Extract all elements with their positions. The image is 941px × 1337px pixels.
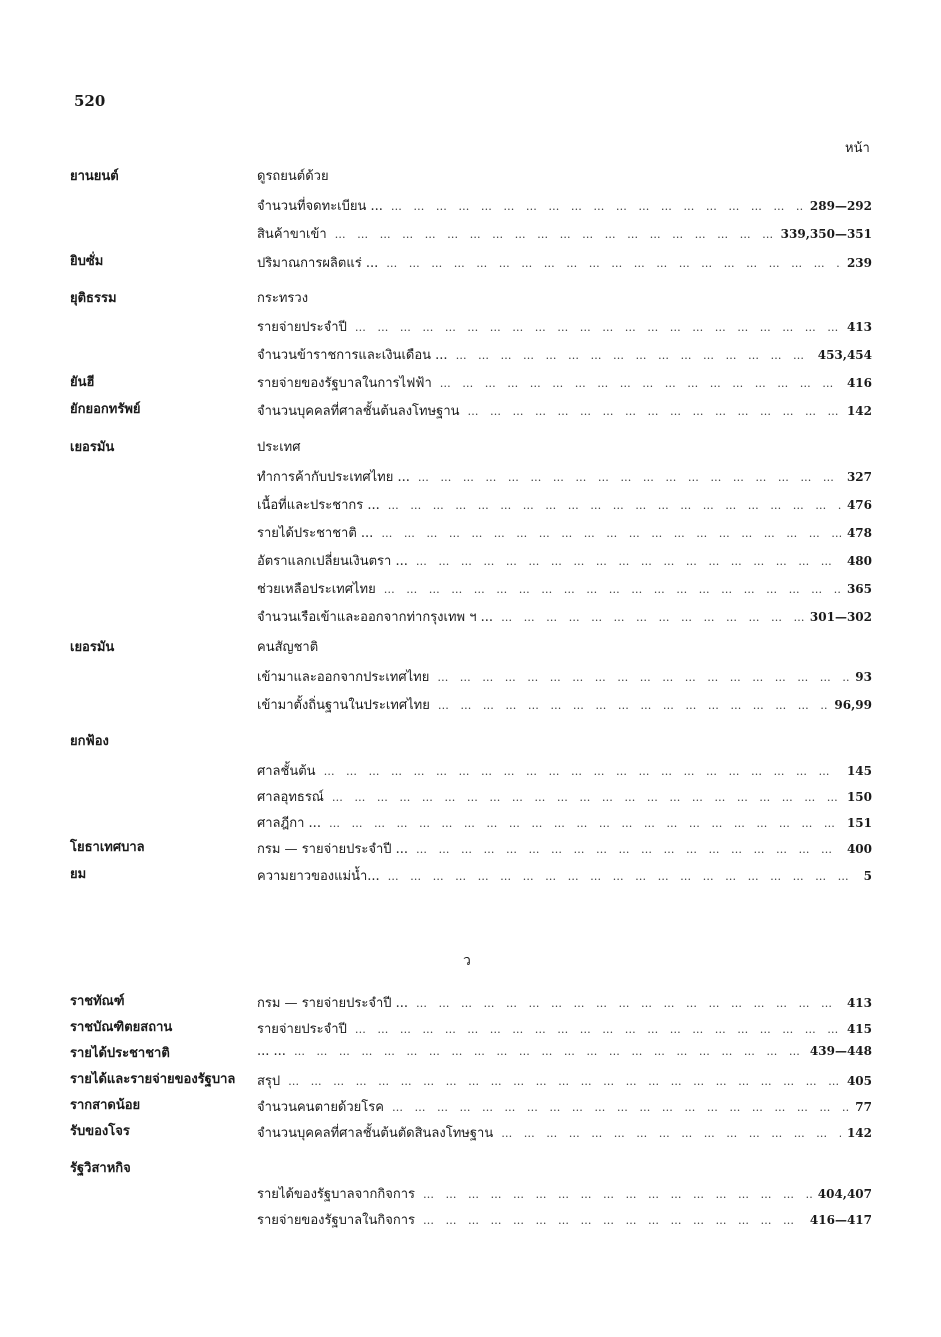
entry-label: จำนวนข้าราชการและเงินเดือน ... [257,348,448,363]
entry-label: ศาลชั้นต้น [257,764,316,779]
entry-label: จำนวนบุคคลที่ศาลชั้นต้นตัดสินลงโทษฐาน [257,1126,494,1141]
index-term: เยอรมัน [70,640,115,655]
entry-page: 415 [846,1022,872,1036]
entry-label: อัตราแลกเปลี่ยนเงินตรา ... [257,554,408,569]
leader-dots [440,377,841,390]
index-term: รากสาดน้อย [70,1098,141,1113]
entry-page: 480 [846,554,872,568]
entry-page: 478 [846,526,872,540]
entry-page: 339,350—351 [780,227,872,241]
leader-dots [438,699,829,712]
entry-label: ทำการค้ากับประเทศไทย ... [257,470,410,485]
leader-dots [391,200,804,213]
entry-page: 151 [846,816,872,830]
leader-dots [332,791,841,804]
index-entry [257,400,872,418]
leader-dots [456,349,812,362]
index-entry [257,1209,872,1227]
index-term: ยันฮี [70,375,95,390]
index-term: ยกฟ้อง [70,734,109,749]
entry-label: จำนวนคนตายด้วยโรค [257,1100,384,1115]
page-column-header: หน้า [845,141,870,156]
leader-dots [416,997,841,1010]
index-entry [257,1096,872,1114]
index-entry [257,466,872,484]
entry-label: ศาลฎีกา ... [257,816,321,831]
entry-page: 142 [846,1126,872,1140]
index-entry [257,522,872,540]
entry-page: 301—302 [809,610,872,624]
leader-dots [501,1127,841,1140]
entry-label: รายได้ของรัฐบาลจากกิจการ [257,1187,416,1202]
entry-label: ... ... [257,1044,286,1059]
leader-dots [418,471,841,484]
entry-page: 145 [846,764,872,778]
entry-page: 239 [846,256,872,270]
entry-page: 93 [855,670,872,684]
entry-page: 413 [846,320,872,334]
entry-label: รายได้ประชาชาติ ... [257,526,374,541]
index-term: ยานยนต์ [70,169,119,184]
leader-dots [355,1023,841,1036]
index-term: รายได้ประชาชาติ [70,1046,170,1061]
leader-dots [294,1045,804,1058]
index-entry [257,494,872,512]
index-entry [257,1070,872,1088]
index-entry [257,252,872,270]
entry-label: รายจ่ายของรัฐบาลในการไฟฟ้า [257,376,432,391]
index-term: ยม [70,867,87,882]
index-entry [257,223,872,241]
entry-page: 400 [846,842,872,856]
index-entry [257,865,872,883]
leader-dots [381,527,841,540]
entry-label: จำนวนเรือเข้าและออกจากท่ากรุงเทพ ฯ ... [257,610,494,625]
index-entry [257,992,872,1010]
index-entry [257,1018,872,1036]
leader-dots [324,765,841,778]
entry-label: กรม — รายจ่ายประจำปี ... [257,842,409,857]
sub-heading: คนสัญชาติ [257,640,319,655]
index-term: ยิบซั่ม [70,254,104,269]
index-term: ราชทัณฑ์ [70,994,125,1009]
index-entry [257,195,872,213]
entry-page: 96,99 [834,698,872,712]
entry-label: สินค้าขาเข้า [257,227,327,242]
index-term: เยอรมัน [70,440,115,455]
entry-page: 327 [846,470,872,484]
entry-page: 416—417 [809,1213,872,1227]
entry-label: จำนวนที่จดทะเบียน ... [257,199,383,214]
entry-page: 453,454 [817,348,872,362]
index-term: ยุติธรรม [70,291,117,306]
sub-heading: ประเทศ [257,440,301,455]
entry-page: 413 [846,996,872,1010]
entry-page: 289—292 [809,199,872,213]
entry-label: จำนวนบุคคลที่ศาลชั้นต้นลงโทษฐาน [257,404,460,419]
leader-dots [468,405,841,418]
leader-dots [329,817,841,830]
index-entry [257,786,872,804]
entry-label: ช่วยเหลือประเทศไทย [257,582,376,597]
entry-label: รายจ่ายประจำปี [257,320,347,335]
leader-dots [384,583,841,596]
entry-label: กรม — รายจ่ายประจำปี ... [257,996,409,1011]
leader-dots [335,228,775,241]
leader-dots [288,1075,841,1088]
entry-label: รายจ่ายของรัฐบาลในกิจการ [257,1213,416,1228]
page-number: 520 [74,92,106,110]
entry-page: 476 [846,498,872,512]
entry-page: 405 [846,1074,872,1088]
index-entry [257,372,872,390]
index-entry [257,606,872,624]
leader-dots [386,257,841,270]
leader-dots [423,1214,804,1227]
index-entry [257,760,872,778]
entry-label: เข้ามาและออกจากประเทศไทย [257,670,430,685]
entry-page: 150 [846,790,872,804]
index-entry [257,1122,872,1140]
index-entry [257,578,872,596]
index-entry [257,550,872,568]
index-entry [257,694,872,712]
leader-dots [388,499,841,512]
index-term: รายได้และรายจ่ายของรัฐบาล [70,1072,236,1087]
leader-dots [501,611,804,624]
leader-dots [437,671,849,684]
entry-page: 77 [855,1100,872,1114]
entry-label: ความยาวของแม่น้ำ... [257,869,380,884]
leader-dots [388,870,858,883]
sub-heading: กระทรวง [257,291,309,306]
index-entry [257,812,872,830]
index-entry [257,666,872,684]
entry-label: รายจ่ายประจำปี [257,1022,347,1037]
leader-dots [416,843,841,856]
index-term: รับของโจร [70,1124,130,1139]
index-entry [257,838,872,856]
entry-page: 142 [846,404,872,418]
entry-label: สรุป [257,1074,281,1089]
entry-page: 416 [846,376,872,390]
leader-dots [392,1101,849,1114]
leader-dots [423,1188,812,1201]
entry-label: ศาลอุทธรณ์ [257,790,324,805]
index-entry [257,316,872,334]
entry-page: 5 [863,869,872,883]
section-letter: ว [463,953,471,969]
entry-label: เข้ามาตั้งถิ่นฐานในประเทศไทย [257,698,430,713]
leader-dots [355,321,841,334]
leader-dots [416,555,841,568]
entry-page: 439—448 [809,1044,872,1058]
index-entry [257,1183,872,1201]
entry-label: เนื้อที่และประชากร ... [257,498,380,513]
index-entry [257,1044,872,1062]
index-term: ยักยอกทรัพย์ [70,402,141,417]
sub-heading: ดูรถยนต์ด้วย [257,169,329,184]
index-term: โยธาเทศบาล [70,840,145,855]
entry-label: ปริมาณการผลิตแร่ ... [257,256,379,271]
entry-page: 404,407 [817,1187,872,1201]
entry-page: 365 [846,582,872,596]
index-term: รัฐวิสาหกิจ [70,1161,131,1176]
index-term: ราชบัณฑิตยสถาน [70,1020,173,1035]
index-entry [257,344,872,362]
